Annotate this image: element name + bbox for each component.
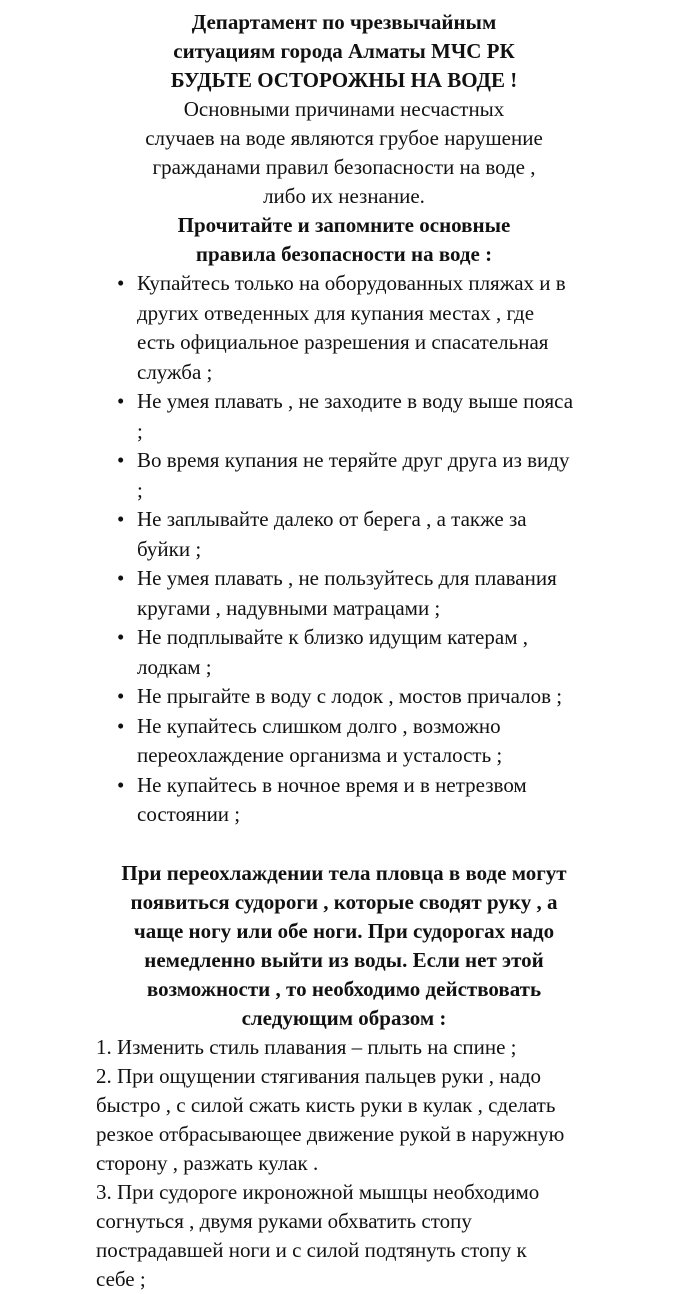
rule-text xyxy=(137,387,645,446)
rule-text xyxy=(137,712,645,771)
rule-line: кругами , надувными матрацами ; xyxy=(137,595,441,620)
rule-line: переохлаждение организма и усталость ; xyxy=(137,743,503,767)
rule-text xyxy=(137,505,645,564)
rule-line: Не купайтесь слишком долго , возможно xyxy=(137,713,501,738)
intro-line: случаев на воде являются грубое нарушение xyxy=(145,126,543,150)
rules-list xyxy=(115,269,645,830)
rule-line: Во время купания не теряйте друг друга из виду xyxy=(137,448,570,472)
step-line: 2. При ощущении стягивания пальцев руки , надо xyxy=(96,1063,542,1088)
rule-text xyxy=(137,771,645,830)
cramp-title-line: немедленно выйти из воды. Если нет этой xyxy=(144,947,544,972)
rules-title-line-1: Прочитайте и запомните основные xyxy=(177,213,511,237)
rule-line: служба ; xyxy=(137,359,213,384)
intro-line: гражданами правил безопасности на воде , xyxy=(152,155,536,179)
rules-title-line-2: правила безопасности на воде : xyxy=(195,242,493,266)
rule-text xyxy=(137,269,645,387)
step-line: согнуться , двумя руками обхватить стопу xyxy=(96,1208,472,1233)
rule-line: Не умея плавать , не пользуйтесь для плавания xyxy=(137,566,557,590)
bullet-icon: • xyxy=(117,389,125,413)
cramp-title-line: появиться судороги , которые сводят руку , а xyxy=(130,889,558,914)
bullet-icon: • xyxy=(117,772,125,797)
cramp-title-line: возможности , то необходимо действовать xyxy=(146,976,542,1001)
rule-line: Не умея плавать , не заходите в воду выше пояса xyxy=(137,389,574,413)
step-line: резкое отбрасывающее движение рукой в наружную xyxy=(96,1121,565,1146)
header-warning-title: БУДЬТЕ ОСТОРОЖНЫ НА ВОДЕ ! xyxy=(170,68,518,92)
intro-line: либо их незнание. xyxy=(263,184,425,208)
cramp-section-title xyxy=(0,859,688,1033)
rule-item xyxy=(115,623,645,682)
rule-line: Купайтесь только на оборудованных пляжах и в xyxy=(137,271,566,295)
step-line: быстро , с силой сжать кисть руки в кулак , сделать xyxy=(96,1092,556,1117)
bullet-icon: • xyxy=(117,448,125,472)
rule-line: лодкам ; xyxy=(137,654,212,679)
cramp-title-line: следующим образом : xyxy=(241,1005,447,1030)
bullet-icon: • xyxy=(117,625,125,649)
step-line: 3. При судороге икроножной мышцы необходимо xyxy=(96,1179,540,1204)
bullet-icon: • xyxy=(117,713,125,738)
rule-text xyxy=(137,446,645,505)
intro-paragraph xyxy=(0,95,688,211)
header-line-2: ситуациям города Алматы МЧС РК xyxy=(173,39,515,63)
rule-item xyxy=(115,682,645,712)
step-item xyxy=(96,1033,648,1062)
header-line-1: Департамент по чрезвычайным xyxy=(191,10,497,34)
rules-title xyxy=(0,211,688,269)
bullet-icon: • xyxy=(117,507,125,531)
rule-line: ; xyxy=(137,418,143,443)
rule-line: Не подплывайте к близко идущим катерам , xyxy=(137,625,528,649)
bullet-icon: • xyxy=(117,566,125,590)
rule-text xyxy=(137,623,645,682)
rule-text xyxy=(137,682,645,712)
rule-item xyxy=(115,771,645,830)
cramp-title-line: чаще ногу или обе ноги. При судорогах надо xyxy=(133,918,555,943)
cramp-title-line: При переохлаждении тела пловца в воде могут xyxy=(121,860,567,885)
intro-line: Основными причинами несчастных xyxy=(183,97,505,121)
rule-item xyxy=(115,712,645,771)
rule-line: состоянии ; xyxy=(137,802,241,826)
rule-item xyxy=(115,564,645,623)
rule-line: буйки ; xyxy=(137,536,202,561)
rule-line: других отведенных для купания местах , где xyxy=(137,300,535,325)
step-item xyxy=(96,1178,648,1294)
step-line: 1. Изменить стиль плавания – плыть на спине ; xyxy=(96,1034,517,1059)
rule-text xyxy=(137,564,645,623)
rule-line: Не заплывайте далеко от берега , а также за xyxy=(137,507,527,531)
rule-line: есть официальное разрешения и спасательная xyxy=(137,330,549,354)
rule-line: Не купайтесь в ночное время и в нетрезвом xyxy=(137,772,527,797)
header xyxy=(0,0,688,95)
step-item xyxy=(96,1062,648,1178)
steps-list xyxy=(0,1033,688,1294)
step-line: пострадавшей ноги и с силой подтянуть стопу к xyxy=(96,1237,527,1262)
rule-line: ; xyxy=(137,477,143,502)
step-line: себе ; xyxy=(96,1266,146,1291)
bullet-icon: • xyxy=(117,684,125,708)
rule-line: Не прыгайте в воду с лодок , мостов причалов ; xyxy=(137,684,563,708)
step-line: сторону , разжать кулак . xyxy=(96,1150,319,1175)
bullet-icon: • xyxy=(117,271,125,295)
rule-item xyxy=(115,269,645,387)
rule-item xyxy=(115,505,645,564)
rule-item xyxy=(115,387,645,446)
rule-item xyxy=(115,446,645,505)
